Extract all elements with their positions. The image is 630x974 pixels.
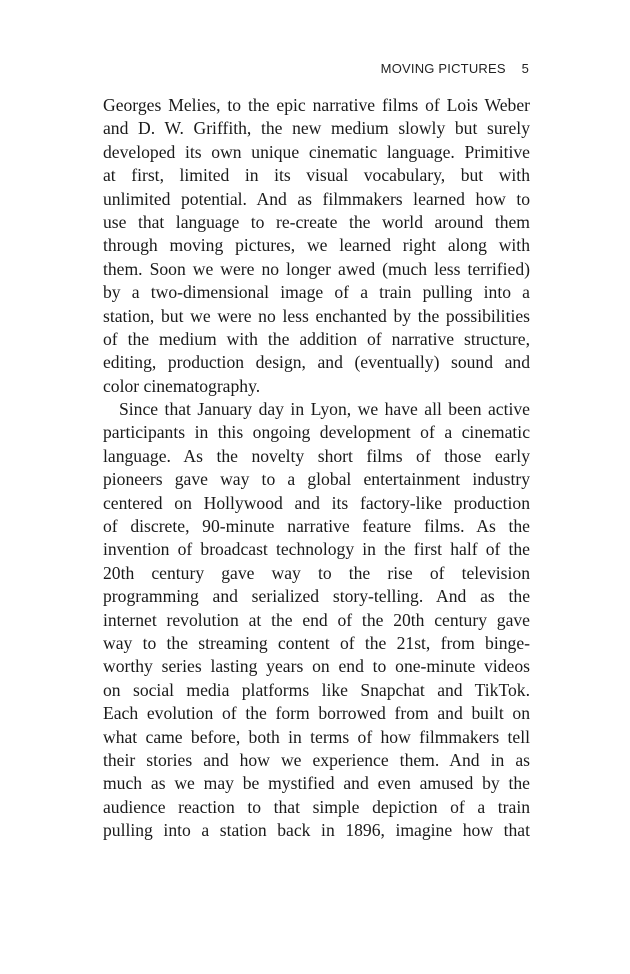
text-line: station, but we were no less enchanted by the possibilities <box>103 305 530 326</box>
paragraph-first-line: Since that January day in Lyon, we have all been active <box>119 399 530 420</box>
text-line: of the medium with the addition of narrative structure, <box>103 328 530 349</box>
text-line: invention of broadcast technology in the first half of the <box>103 539 530 560</box>
running-head-title: MOVING PICTURES <box>380 61 506 76</box>
text-line: programming and serialized story-telling. And as the <box>103 586 530 607</box>
text-line: audience reaction to that simple depiction of a train <box>103 796 530 817</box>
text-line: editing, production design, and (eventually) sound and <box>103 352 530 373</box>
text-line: participants in this ongoing development of a cinematic <box>103 422 530 443</box>
text-line: worthy series lasting years on end to one-minute videos <box>103 656 530 677</box>
text-line: them. Soon we were no longer awed (much less terrified) <box>103 258 530 279</box>
text-line: pulling into a station back in 1896, imagine how that <box>103 820 530 841</box>
text-line: use that language to re-create the world around them <box>103 211 530 232</box>
text-line: 20th century gave way to the rise of television <box>103 562 530 583</box>
text-line: on social media platforms like Snapchat and TikTok. <box>103 679 530 700</box>
text-line: way to the streaming content of the 21st, from binge- <box>103 632 530 653</box>
text-line: pioneers gave way to a global entertainment industry <box>103 469 530 490</box>
text-line: much as we may be mystified and even amused by the <box>103 773 530 794</box>
text-line: Each evolution of the form borrowed from and built on <box>103 703 530 724</box>
text-line: centered on Hollywood and its factory-like production <box>103 492 530 513</box>
page-number: 5 <box>521 61 529 76</box>
text-line: developed its own unique cinematic language. Primitive <box>103 141 530 162</box>
paragraph-last-line: color cinematography. <box>103 375 261 396</box>
text-line: Georges Melies, to the epic narrative films of Lois Weber <box>103 95 530 115</box>
text-line: at first, limited in its visual vocabulary, but with <box>103 165 530 186</box>
text-line: language. As the novelty short films of those early <box>103 445 530 466</box>
text-line: by a two-dimensional image of a train pulling into a <box>103 282 530 303</box>
text-line: their stories and how we experience them. And in as <box>103 749 530 770</box>
text-line: internet revolution at the end of the 20th century gave <box>103 609 530 630</box>
text-line: through moving pictures, we learned right along with <box>103 235 530 256</box>
text-line: and D. W. Griffith, the new medium slowly but surely <box>103 118 530 139</box>
text-line: what came before, both in terms of how filmmakers tell <box>103 726 530 747</box>
text-line: of discrete, 90-minute narrative feature films. As the <box>103 516 530 537</box>
text-line: unlimited potential. And as filmmakers learned how to <box>103 188 530 209</box>
running-head <box>381 61 529 76</box>
body-text <box>103 94 530 843</box>
